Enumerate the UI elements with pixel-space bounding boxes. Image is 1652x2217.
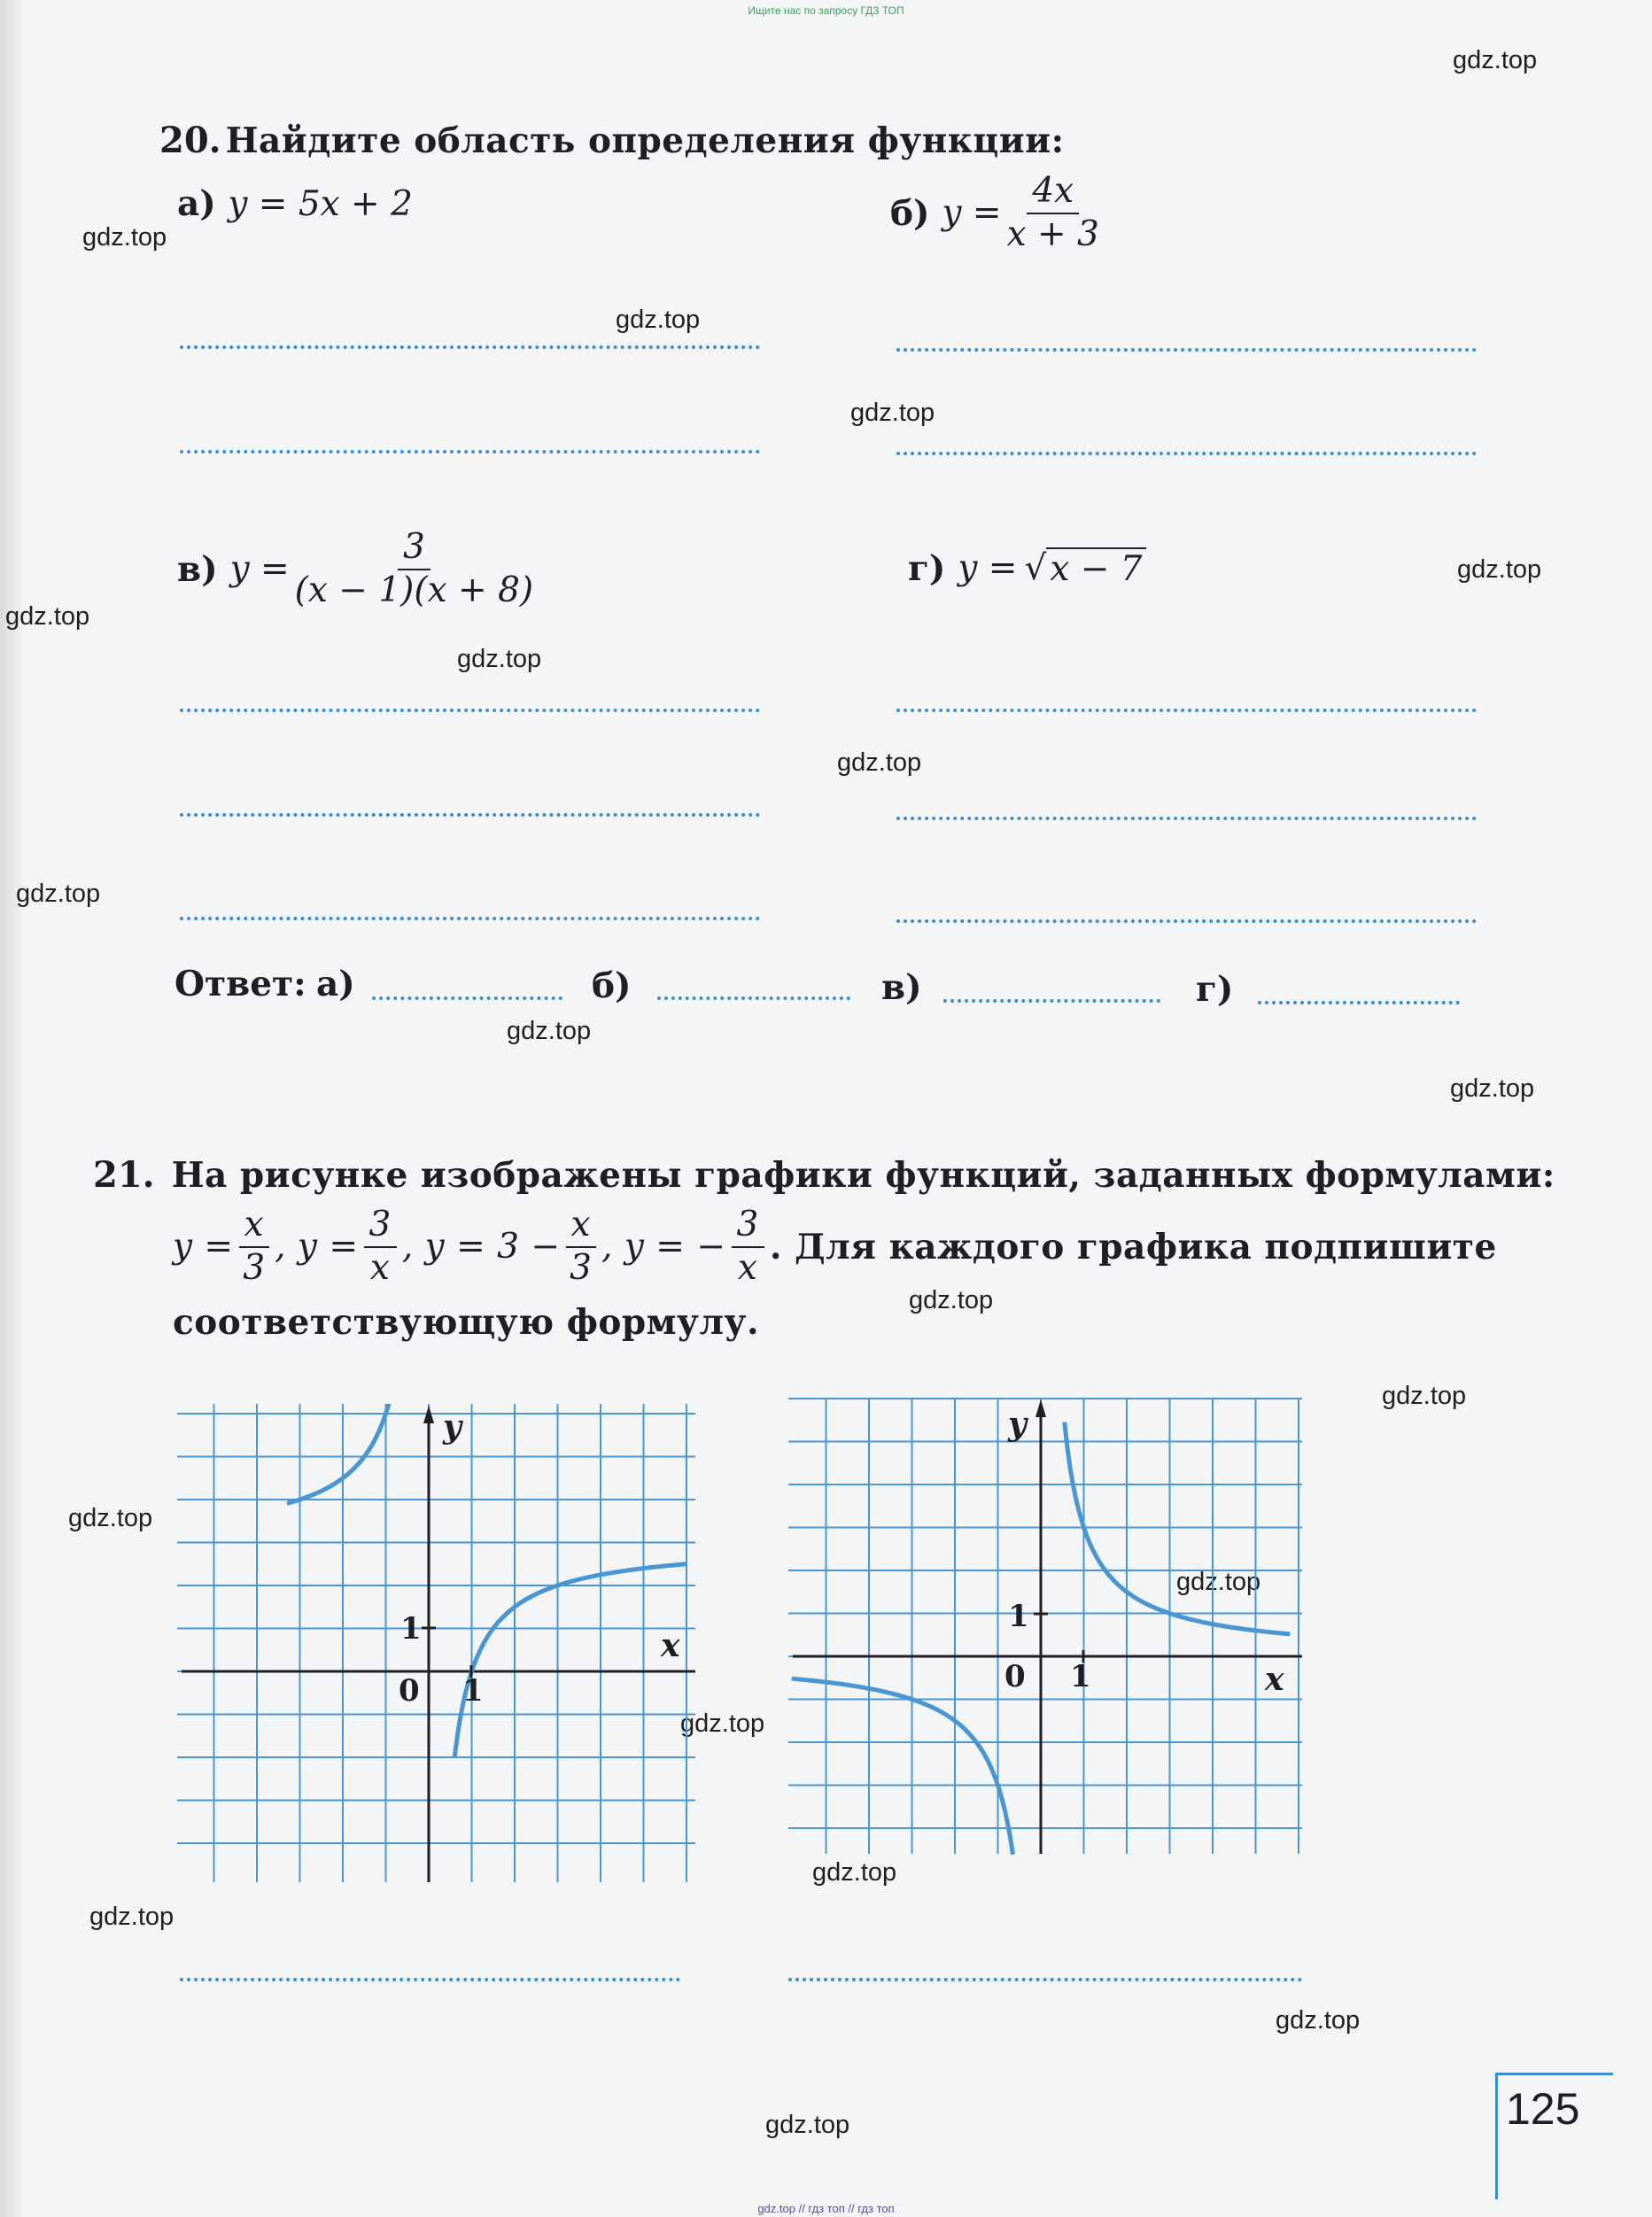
task20-item-v <box>177 529 539 610</box>
formula2-num: 3 <box>364 1206 397 1248</box>
page-edge-shadow <box>0 0 25 2217</box>
graph-right <box>788 1398 1307 1858</box>
one-x-left: 1 <box>462 1673 484 1709</box>
bottom-banner: gdz.top // гдз топ // гдз топ <box>757 2202 895 2215</box>
formula3-lhs: , y = 3 − <box>401 1227 561 1267</box>
formula3-num: x <box>566 1206 597 1248</box>
watermark: gdz.top <box>616 306 701 334</box>
answer-line[interactable] <box>180 813 760 817</box>
task20-number: 20. <box>159 120 221 161</box>
one-x-right: 1 <box>1070 1659 1091 1694</box>
one-y-right: 1 <box>1008 1599 1029 1634</box>
task21-line1: На рисунке изображены графики функций, заданных формулами: <box>171 1155 1555 1196</box>
task21-formulas <box>173 1206 1497 1288</box>
item-a-formula: y = 5x + 2 <box>228 184 413 224</box>
answer-g-label: г) <box>1196 969 1234 1010</box>
y-label-left: y <box>443 1408 461 1446</box>
curve-left-branch-lower <box>454 1564 686 1757</box>
watermark: gdz.top <box>812 1858 897 1887</box>
item-v-numerator: 3 <box>398 529 430 570</box>
watermark: gdz.top <box>1276 2006 1361 2035</box>
watermark: gdz.top <box>837 748 922 777</box>
formula2-lhs: , y = <box>275 1227 359 1267</box>
watermark: gdz.top <box>1450 1074 1535 1103</box>
watermark: gdz.top <box>68 1504 153 1532</box>
graph-left <box>177 1404 700 1887</box>
item-v-label: в) <box>177 548 218 590</box>
task21-line3: соответствующую формулу. <box>173 1302 760 1343</box>
task21-heading <box>93 1154 1555 1196</box>
watermark: gdz.top <box>507 1017 592 1045</box>
item-a-label: а) <box>177 183 216 224</box>
watermark: gdz.top <box>457 645 542 673</box>
watermark: gdz.top <box>680 1709 765 1738</box>
watermark: gdz.top <box>16 880 101 908</box>
answer-line[interactable] <box>896 709 1477 712</box>
item-g-label: г) <box>908 547 946 589</box>
formula4-den: x <box>737 1247 758 1288</box>
answer-line[interactable] <box>180 345 760 349</box>
watermark: gdz.top <box>82 223 167 252</box>
task21-number: 21. <box>93 1154 155 1196</box>
answer-line-graph-left[interactable] <box>180 1978 680 1981</box>
watermark: gdz.top <box>909 1286 994 1314</box>
formula1-num: x <box>239 1206 270 1248</box>
answer-a-line[interactable] <box>372 996 562 1000</box>
answer-g-line[interactable] <box>1258 1001 1460 1004</box>
page-number: 125 <box>1506 2084 1580 2134</box>
task20-text: Найдите область определения функции: <box>225 120 1065 161</box>
watermark: gdz.top <box>1453 46 1538 74</box>
item-v-lhs: y = <box>229 549 290 590</box>
x-label-right: x <box>1265 1661 1284 1698</box>
formula3-den: 3 <box>570 1247 593 1288</box>
top-banner: Ищите нас по запросу ГДЗ ТОП <box>748 4 904 17</box>
answer-line-graph-right[interactable] <box>788 1978 1302 1981</box>
watermark: gdz.top <box>1457 555 1542 584</box>
answer-line[interactable] <box>180 450 760 453</box>
watermark: gdz.top <box>89 1903 175 1931</box>
watermark: gdz.top <box>765 2111 850 2139</box>
watermark: gdz.top <box>1382 1382 1467 1410</box>
answer-b-line[interactable] <box>657 996 850 1000</box>
item-b-lhs: y = <box>942 193 1002 234</box>
answer-label: Ответ: <box>175 964 306 1004</box>
answer-line[interactable] <box>896 919 1477 923</box>
formula4-lhs: , y = − <box>601 1227 726 1267</box>
item-b-label: б) <box>890 192 930 234</box>
answer-line[interactable] <box>896 348 1477 352</box>
zero-right: 0 <box>1004 1659 1026 1694</box>
formula2-den: x <box>369 1247 391 1288</box>
task20-item-g <box>908 547 1146 589</box>
y-arrow-right <box>1035 1399 1046 1417</box>
answer-line[interactable] <box>180 709 760 712</box>
answer-line[interactable] <box>896 452 1477 455</box>
watermark: gdz.top <box>1176 1568 1261 1596</box>
watermark: gdz.top <box>850 399 935 427</box>
formula1-lhs: y = <box>173 1227 234 1267</box>
y-label-right: y <box>1008 1406 1027 1443</box>
answer-b-label: б) <box>592 965 632 1006</box>
task20-item-a <box>177 183 413 224</box>
answer-a-label: а) <box>316 964 355 1004</box>
answer-line[interactable] <box>180 917 760 920</box>
answer-v-label: в) <box>881 967 922 1008</box>
item-b-denominator: x + 3 <box>1006 213 1099 254</box>
item-g-lhs: y = <box>958 548 1018 588</box>
one-y-left: 1 <box>400 1611 422 1647</box>
grid-left <box>177 1404 695 1882</box>
answer-v-line[interactable] <box>943 999 1160 1003</box>
x-label-left: x <box>661 1627 680 1664</box>
item-g-radicand: x − 7 <box>1046 547 1145 589</box>
item-b-numerator: 4x <box>1027 173 1079 214</box>
answer-line[interactable] <box>896 817 1477 820</box>
zero-left: 0 <box>399 1673 420 1709</box>
task21-line2-tail: . Для каждого графика подпишите <box>769 1226 1497 1267</box>
formula1-den: 3 <box>243 1247 266 1288</box>
task20-heading <box>159 120 1065 161</box>
formula4-num: 3 <box>732 1206 764 1248</box>
task20-item-b <box>890 173 1105 254</box>
watermark: gdz.top <box>5 602 90 631</box>
sqrt-sign: √ <box>1024 548 1047 588</box>
item-v-denominator: (x − 1)(x + 8) <box>294 570 534 610</box>
